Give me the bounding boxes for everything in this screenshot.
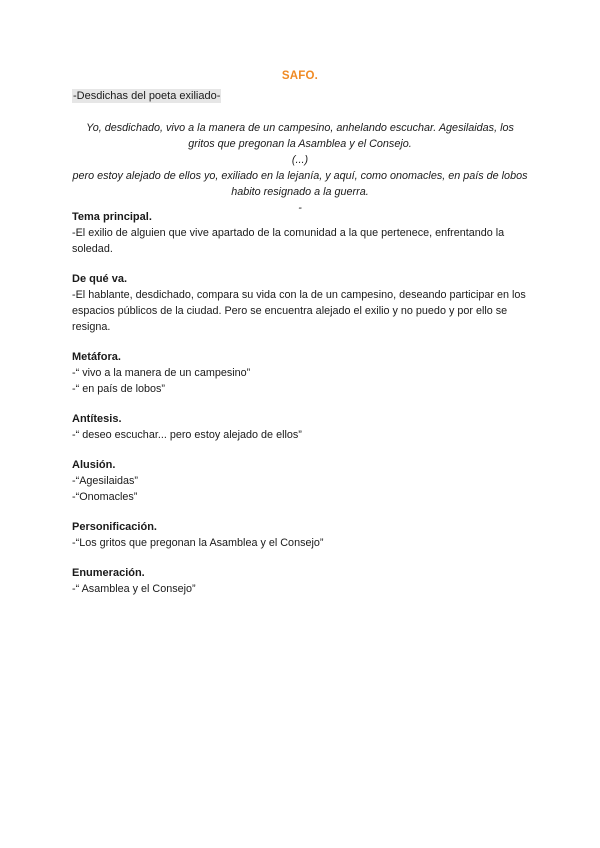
poem-excerpt <box>72 120 528 216</box>
section-text: -“ Asamblea y el Consejo” <box>72 583 196 595</box>
section-heading: Alusión. <box>72 459 116 471</box>
poem-line: - <box>298 202 302 214</box>
section-text: -El hablante, desdichado, compara su vida con la de un campesino, deseando participar en los espacios públicos de la ciudad. Pero se encuentra alejado el exilio y no puedo y por ello se resigna. <box>72 289 526 333</box>
section-text: -“Los gritos que pregonan la Asamblea y el Consejo” <box>72 537 324 549</box>
section-de-que-va <box>72 271 528 335</box>
section-tema-principal <box>72 209 528 257</box>
section-text: -“ vivo a la manera de un campesino” <box>72 367 251 379</box>
poem-line: habito resignado a la guerra. <box>231 186 369 198</box>
section-text: -“ en país de lobos” <box>72 383 166 395</box>
analysis-sections <box>72 209 528 611</box>
section-heading: Enumeración. <box>72 567 145 579</box>
section-heading: Metáfora. <box>72 351 121 363</box>
section-alusion <box>72 457 528 505</box>
section-heading: Antítesis. <box>72 413 122 425</box>
section-heading: Personificación. <box>72 521 157 533</box>
section-text: -“Agesilaidas” <box>72 475 139 487</box>
document-page <box>72 0 528 848</box>
section-text: -“ deseo escuchar... pero estoy alejado de ellos” <box>72 429 302 441</box>
poem-line: gritos que pregonan la Asamblea y el Consejo. <box>188 138 412 150</box>
poem-line: pero estoy alejado de ellos yo, exiliado en la lejanía, y aquí, como onomacles, en país de lobos <box>72 170 528 182</box>
section-antitesis <box>72 411 528 443</box>
section-enumeracion <box>72 565 528 597</box>
section-heading: De qué va. <box>72 273 128 285</box>
section-heading: Tema principal. <box>72 211 152 223</box>
document-subtitle: -Desdichas del poeta exiliado- <box>73 90 221 102</box>
poem-line: (...) <box>291 154 309 166</box>
poem-line: Yo, desdichado, vivo a la manera de un campesino, anhelando escuchar. Agesilaidas, los <box>86 122 514 134</box>
section-text: -El exilio de alguien que vive apartado de la comunidad a la que pertenece, enfrentando la soledad. <box>72 227 505 255</box>
section-text: -“Onomacles” <box>72 491 138 503</box>
section-metafora <box>72 349 528 397</box>
section-personificacion <box>72 519 528 551</box>
document-title: SAFO. <box>281 70 319 82</box>
